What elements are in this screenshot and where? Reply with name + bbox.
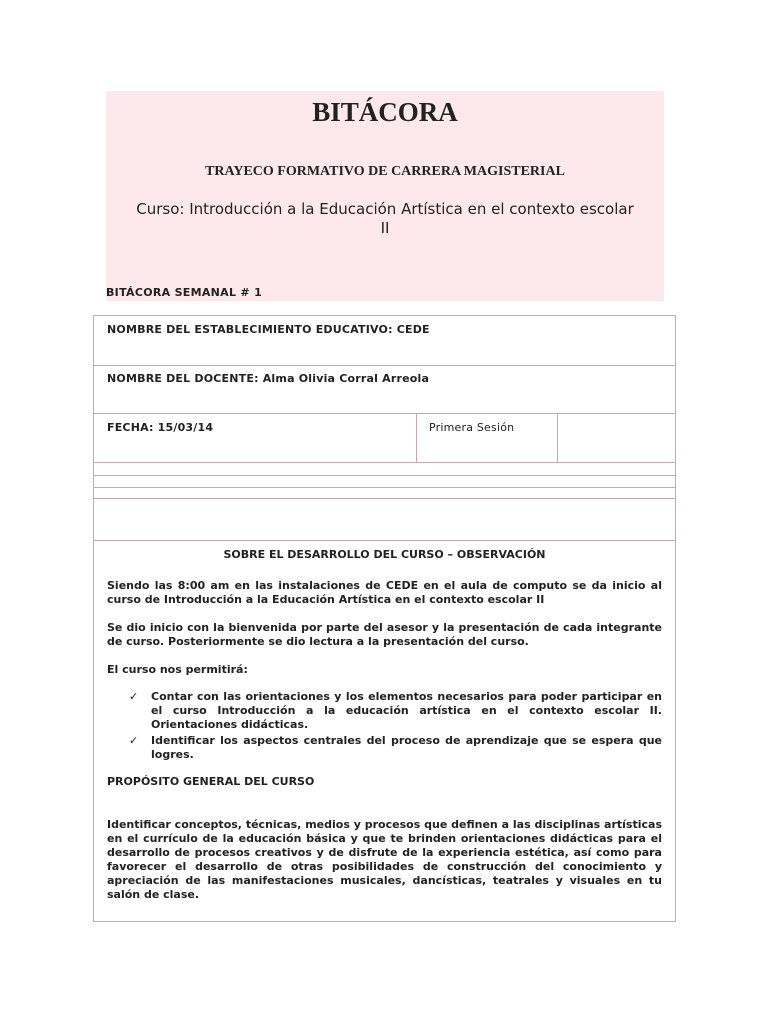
document-title: BITÁCORA: [312, 97, 458, 127]
teacher-value: Alma Olivia Corral Arreola: [262, 372, 430, 385]
checklist-item-text: Contar con las orientaciones y los elementos necesarios para poder participar en el curso Introducción a la educación artística en el contexto escolar II. Orientaciones didácticas.: [151, 690, 662, 731]
header-box: [106, 91, 664, 301]
checkmark-icon: ✓: [129, 690, 139, 703]
document-subtitle: TRAYECO FORMATIVO DE CARRERA MAGISTERIAL: [205, 164, 565, 179]
paragraph-course-allows: El curso nos permitirá:: [107, 663, 248, 676]
purpose-title: PROPÓSITO GENERAL DEL CURSO: [107, 775, 315, 788]
row-divider: [94, 475, 675, 476]
log-form: [93, 315, 676, 922]
date-label: FECHA:: [107, 421, 154, 434]
column-divider: [557, 413, 558, 462]
date-value: 15/03/14: [157, 421, 214, 434]
row-divider: [94, 487, 675, 488]
school-value: CEDE: [396, 323, 430, 336]
checkmark-icon: ✓: [129, 734, 139, 747]
checklist-item-text: Identificar los aspectos centrales del proceso de aprendizaje que se espera que logres.: [151, 734, 662, 761]
checklist-item: [129, 690, 662, 732]
paragraph-welcome: Se dio inicio con la bienvenida por parte del asesor y la presentación de cada integrante de curso. Posteriormente se dio lectura a la presentación del curso.: [107, 621, 662, 648]
session-field: Primera Sesión: [429, 421, 515, 434]
school-label: NOMBRE DEL ESTABLECIMIENTO EDUCATIVO:: [107, 323, 393, 336]
checklist-item: [129, 734, 662, 762]
section-title: SOBRE EL DESARROLLO DEL CURSO – OBSERVACIÓN: [223, 548, 546, 561]
row-divider: [94, 498, 675, 499]
date-field: [107, 421, 213, 434]
purpose-text: Identificar conceptos, técnicas, medios y procesos que definen a las disciplinas artísticas en el currículo de la educación básica y que te brinden orientaciones didácticas para el desarrollo de procesos creativos y de disfrute de la experiencia estética, así como para favorecer el desarrollo de otras posibilidades de construcción del conocimiento y apreciación de las manifestaciones musicales, dancísticas, teatrales y visuales en tu salón de clase.: [107, 818, 662, 901]
weekly-label: BITÁCORA SEMANAL # 1: [106, 286, 263, 299]
teacher-label: NOMBRE DEL DOCENTE:: [107, 372, 259, 385]
row-divider: [94, 365, 675, 366]
course-name: Curso: Introducción a la Educación Artística en el contexto escolar II: [136, 200, 634, 237]
row-divider: [94, 540, 675, 541]
column-divider: [416, 413, 417, 462]
teacher-field: [107, 372, 429, 385]
paragraph-intro: Siendo las 8:00 am en las instalaciones de CEDE en el aula de computo se da inicio al curso de Introducción a la Educación Artística en el contexto escolar II: [107, 579, 662, 606]
row-divider: [94, 462, 675, 463]
row-divider: [94, 413, 675, 414]
school-field: [107, 323, 430, 336]
